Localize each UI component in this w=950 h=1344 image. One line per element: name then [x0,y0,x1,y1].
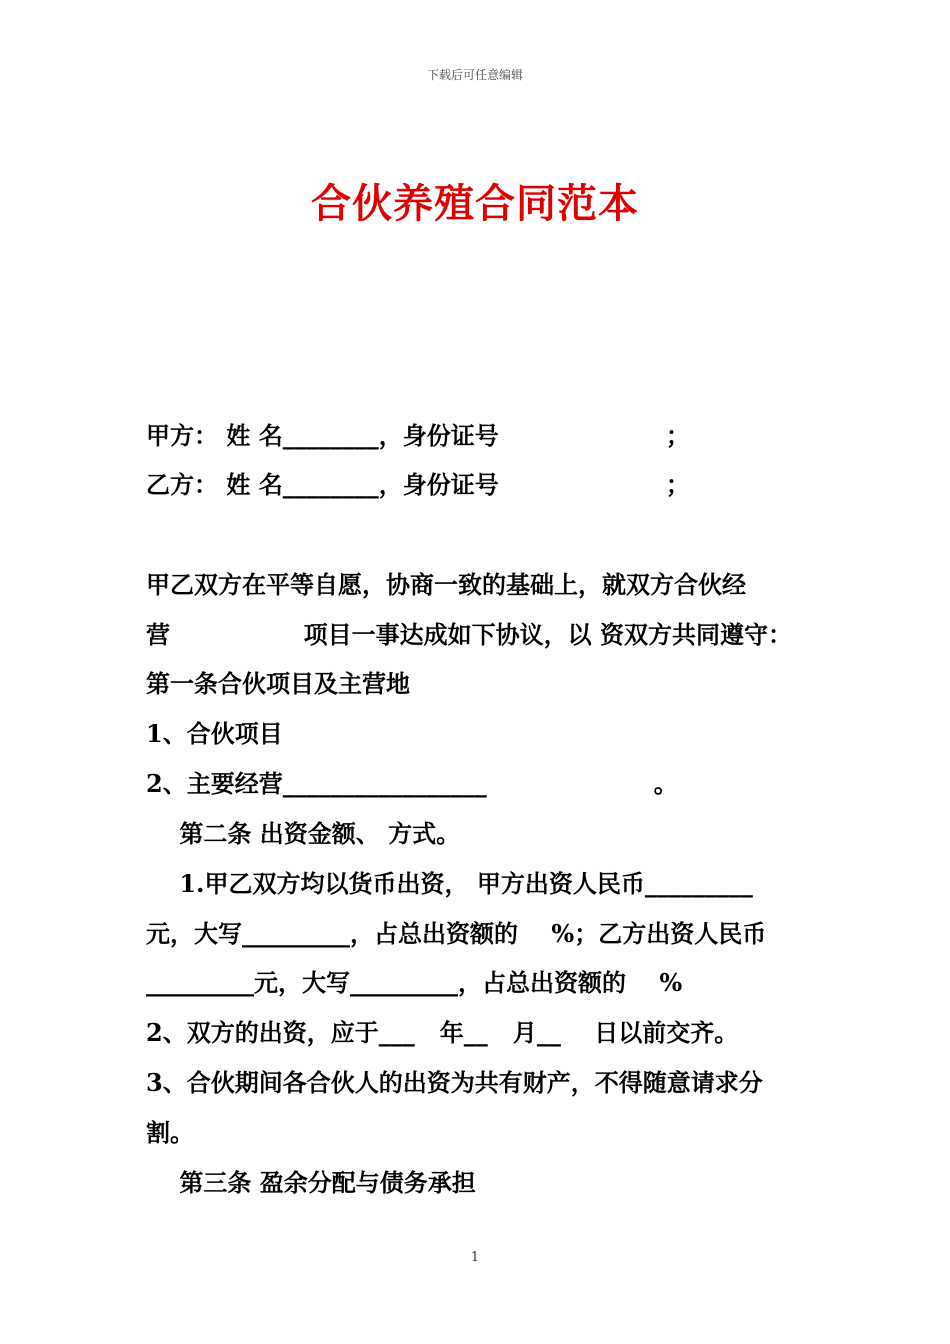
paragraph-line: 甲乙双方在平等自愿，协商一致的基础上，就双方合伙经 [146,570,746,599]
paragraph-line: 营 项目一事达成如下协议，以 资双方共同遵守： [146,620,793,649]
party-a-line: 甲方： 姓 名________，身份证号 ； [146,421,690,450]
paragraph-line: 1、合伙项目 [146,719,283,748]
paragraph-line: _________元，大写_________，占总出资额的 % [146,968,683,997]
page-number: 1 [470,1250,480,1265]
document-title: 合伙养殖合同范本 [311,180,639,227]
paragraph-line: 2、双方的出资，应于___ 年__ 月__ 日以前交齐。 [146,1018,739,1047]
paragraph-line: 元，大写_________，占总出资额的 %；乙方出资人民币 [146,919,767,948]
paragraph-line: 3、合伙期间各合伙人的出资为共有财产，不得随意请求分 [146,1068,763,1097]
article-3-heading: 第三条 盈余分配与债务承担 [146,1168,476,1197]
article-1-heading: 第一条合伙项目及主营地 [146,669,410,698]
article-2-heading: 第二条 出资金额、 方式。 [146,819,461,848]
paragraph-line: 割。 [146,1118,194,1147]
page-header: 下载后可任意编辑 [426,68,523,82]
paragraph-line: 2、主要经营_________________ 。 [146,769,678,798]
paragraph-line: 1.甲乙双方均以货币出资， 甲方出资人民币_________ [146,869,753,898]
party-b-line: 乙方： 姓 名________，身份证号 ； [146,470,690,499]
